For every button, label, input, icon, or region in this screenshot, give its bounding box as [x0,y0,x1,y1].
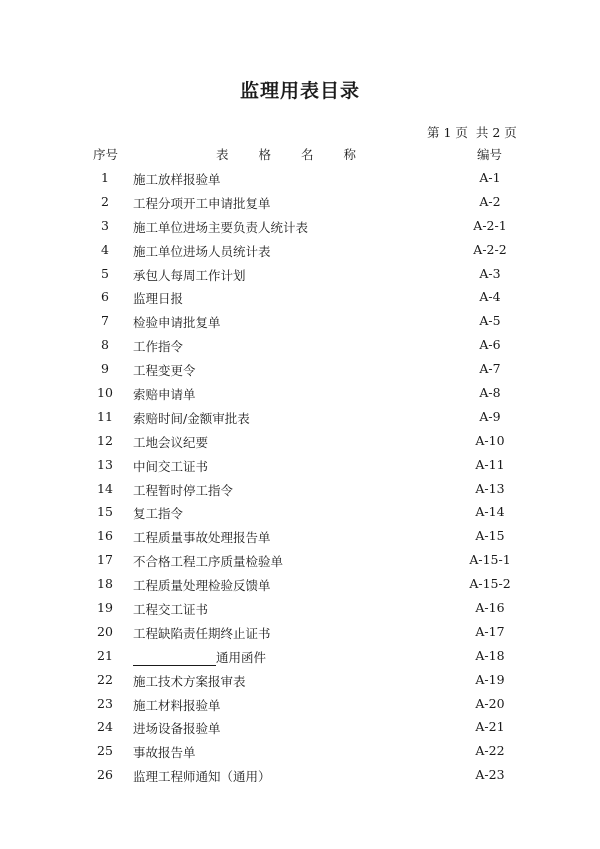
table-row [0,214,600,238]
row-form-name: 事故报告单 [133,745,196,761]
row-number: 8 [101,337,109,353]
table-row [0,524,600,548]
row-form-name: 工程变更令 [133,363,196,379]
table-row [0,238,600,262]
row-form-code: A-15 [475,528,505,544]
row-form-code: A-2-1 [473,217,507,233]
row-form-name: 进场设备报验单 [133,721,221,737]
row-number: 5 [101,265,109,281]
header-name: 表格名称 [216,147,387,162]
row-form-code: A-4 [479,289,501,305]
row-form-code: A-14 [475,504,505,520]
row-form-name [133,648,266,666]
row-form-code: A-2 [479,193,501,209]
row-form-name: 监理日报 [133,291,184,307]
table-row [0,166,600,190]
table-body [0,166,600,787]
row-form-code: A-20 [475,695,505,711]
row-form-code: A-22 [475,743,505,759]
row-form-code: A-13 [475,480,505,496]
row-number: 6 [101,289,109,305]
row-form-code: A-5 [479,313,501,329]
row-number: 12 [97,432,113,448]
row-number: 25 [97,743,113,759]
row-number: 13 [97,456,113,472]
table-row [0,357,600,381]
row-form-name: 工程暂时停工指令 [133,482,234,498]
row-form-code: A-9 [479,408,501,424]
table-row [0,381,600,405]
table-row [0,500,600,524]
row-form-code: A-15-2 [469,576,511,592]
row-number: 9 [101,361,109,377]
row-form-name: 工程质量处理检验反馈单 [133,578,271,594]
table-row [0,668,600,692]
row-number: 10 [97,385,113,401]
table-row [0,333,600,357]
row-form-name: 工作指令 [133,339,184,355]
row-form-code: A-21 [475,719,505,735]
row-form-name: 施工材料报验单 [133,697,221,713]
row-number: 7 [101,313,109,329]
row-form-name: 工程分项开工申请批复单 [133,195,271,211]
row-form-code: A-1 [479,170,501,185]
row-number: 18 [97,576,113,592]
header-seq: 序号 [93,147,119,162]
table-row [0,190,600,214]
row-form-name: 中间交工证书 [133,458,209,474]
table-row [0,548,600,572]
row-number: 20 [97,623,113,639]
table-row [0,262,600,286]
table-row [0,453,600,477]
table-row [0,620,600,644]
table-row [0,596,600,620]
row-form-name: 复工指令 [133,506,184,522]
row-form-name: 索赔申请单 [133,387,196,403]
row-form-name: 施工单位进场人员统计表 [133,243,271,259]
row-form-code: A-15-1 [469,552,511,568]
table-row [0,309,600,333]
row-number: 3 [101,217,109,233]
row-form-name: 索赔时间/金额审批表 [133,410,250,426]
table-header [0,145,600,163]
row-number: 4 [101,241,109,257]
row-number: 15 [97,504,113,520]
table-row [0,285,600,309]
row-number: 23 [97,695,113,711]
row-form-name-text: 通用函件 [216,649,267,665]
row-form-code: A-19 [475,671,505,687]
table-row [0,405,600,429]
row-form-name: 监理工程师通知（通用） [133,769,271,785]
row-form-code: A-23 [475,767,505,783]
header-code: 编号 [477,147,503,162]
fill-in-blank-line [133,653,216,666]
row-form-name: 施工技术方案报审表 [133,673,246,689]
table-row [0,572,600,596]
table-row [0,739,600,763]
row-form-name: 工程交工证书 [133,602,209,618]
table-row [0,715,600,739]
row-form-code: A-3 [479,265,501,281]
page-title: 监理用表目录 [239,80,360,102]
row-number: 22 [97,671,113,687]
table-row [0,429,600,453]
row-form-name: 不合格工程工序质量检验单 [133,554,284,570]
row-number: 1 [101,170,109,185]
row-form-name: 承包人每周工作计划 [133,267,246,283]
row-number: 19 [97,600,113,616]
row-form-code: A-18 [475,647,505,663]
row-form-name: 施工放样报验单 [133,172,221,187]
row-number: 11 [97,408,113,424]
row-form-code: A-8 [479,385,501,401]
row-form-code: A-7 [479,361,501,377]
row-form-code: A-16 [475,600,505,616]
row-form-code: A-2-2 [473,241,507,257]
row-number: 24 [97,719,113,735]
table-row [0,763,600,787]
row-form-code: A-11 [475,456,505,472]
row-form-code: A-17 [475,623,505,639]
row-number: 2 [101,193,109,209]
page-number-info: 第 1 页 共 2 页 [427,125,517,140]
row-form-name: 工地会议纪要 [133,434,209,450]
row-form-name: 检验申请批复单 [133,315,221,331]
row-number: 14 [97,480,113,496]
row-number: 16 [97,528,113,544]
row-form-name: 工程缺陷责任期终止证书 [133,625,271,641]
table-row [0,644,600,668]
row-form-code: A-10 [475,432,505,448]
row-number: 21 [97,647,113,663]
row-form-name: 施工单位进场主要负责人统计表 [133,219,309,235]
row-form-code: A-6 [479,337,501,353]
table-row [0,477,600,501]
row-form-name: 工程质量事故处理报告单 [133,530,271,546]
row-number: 26 [97,767,113,783]
table-row [0,692,600,716]
row-number: 17 [97,552,113,568]
